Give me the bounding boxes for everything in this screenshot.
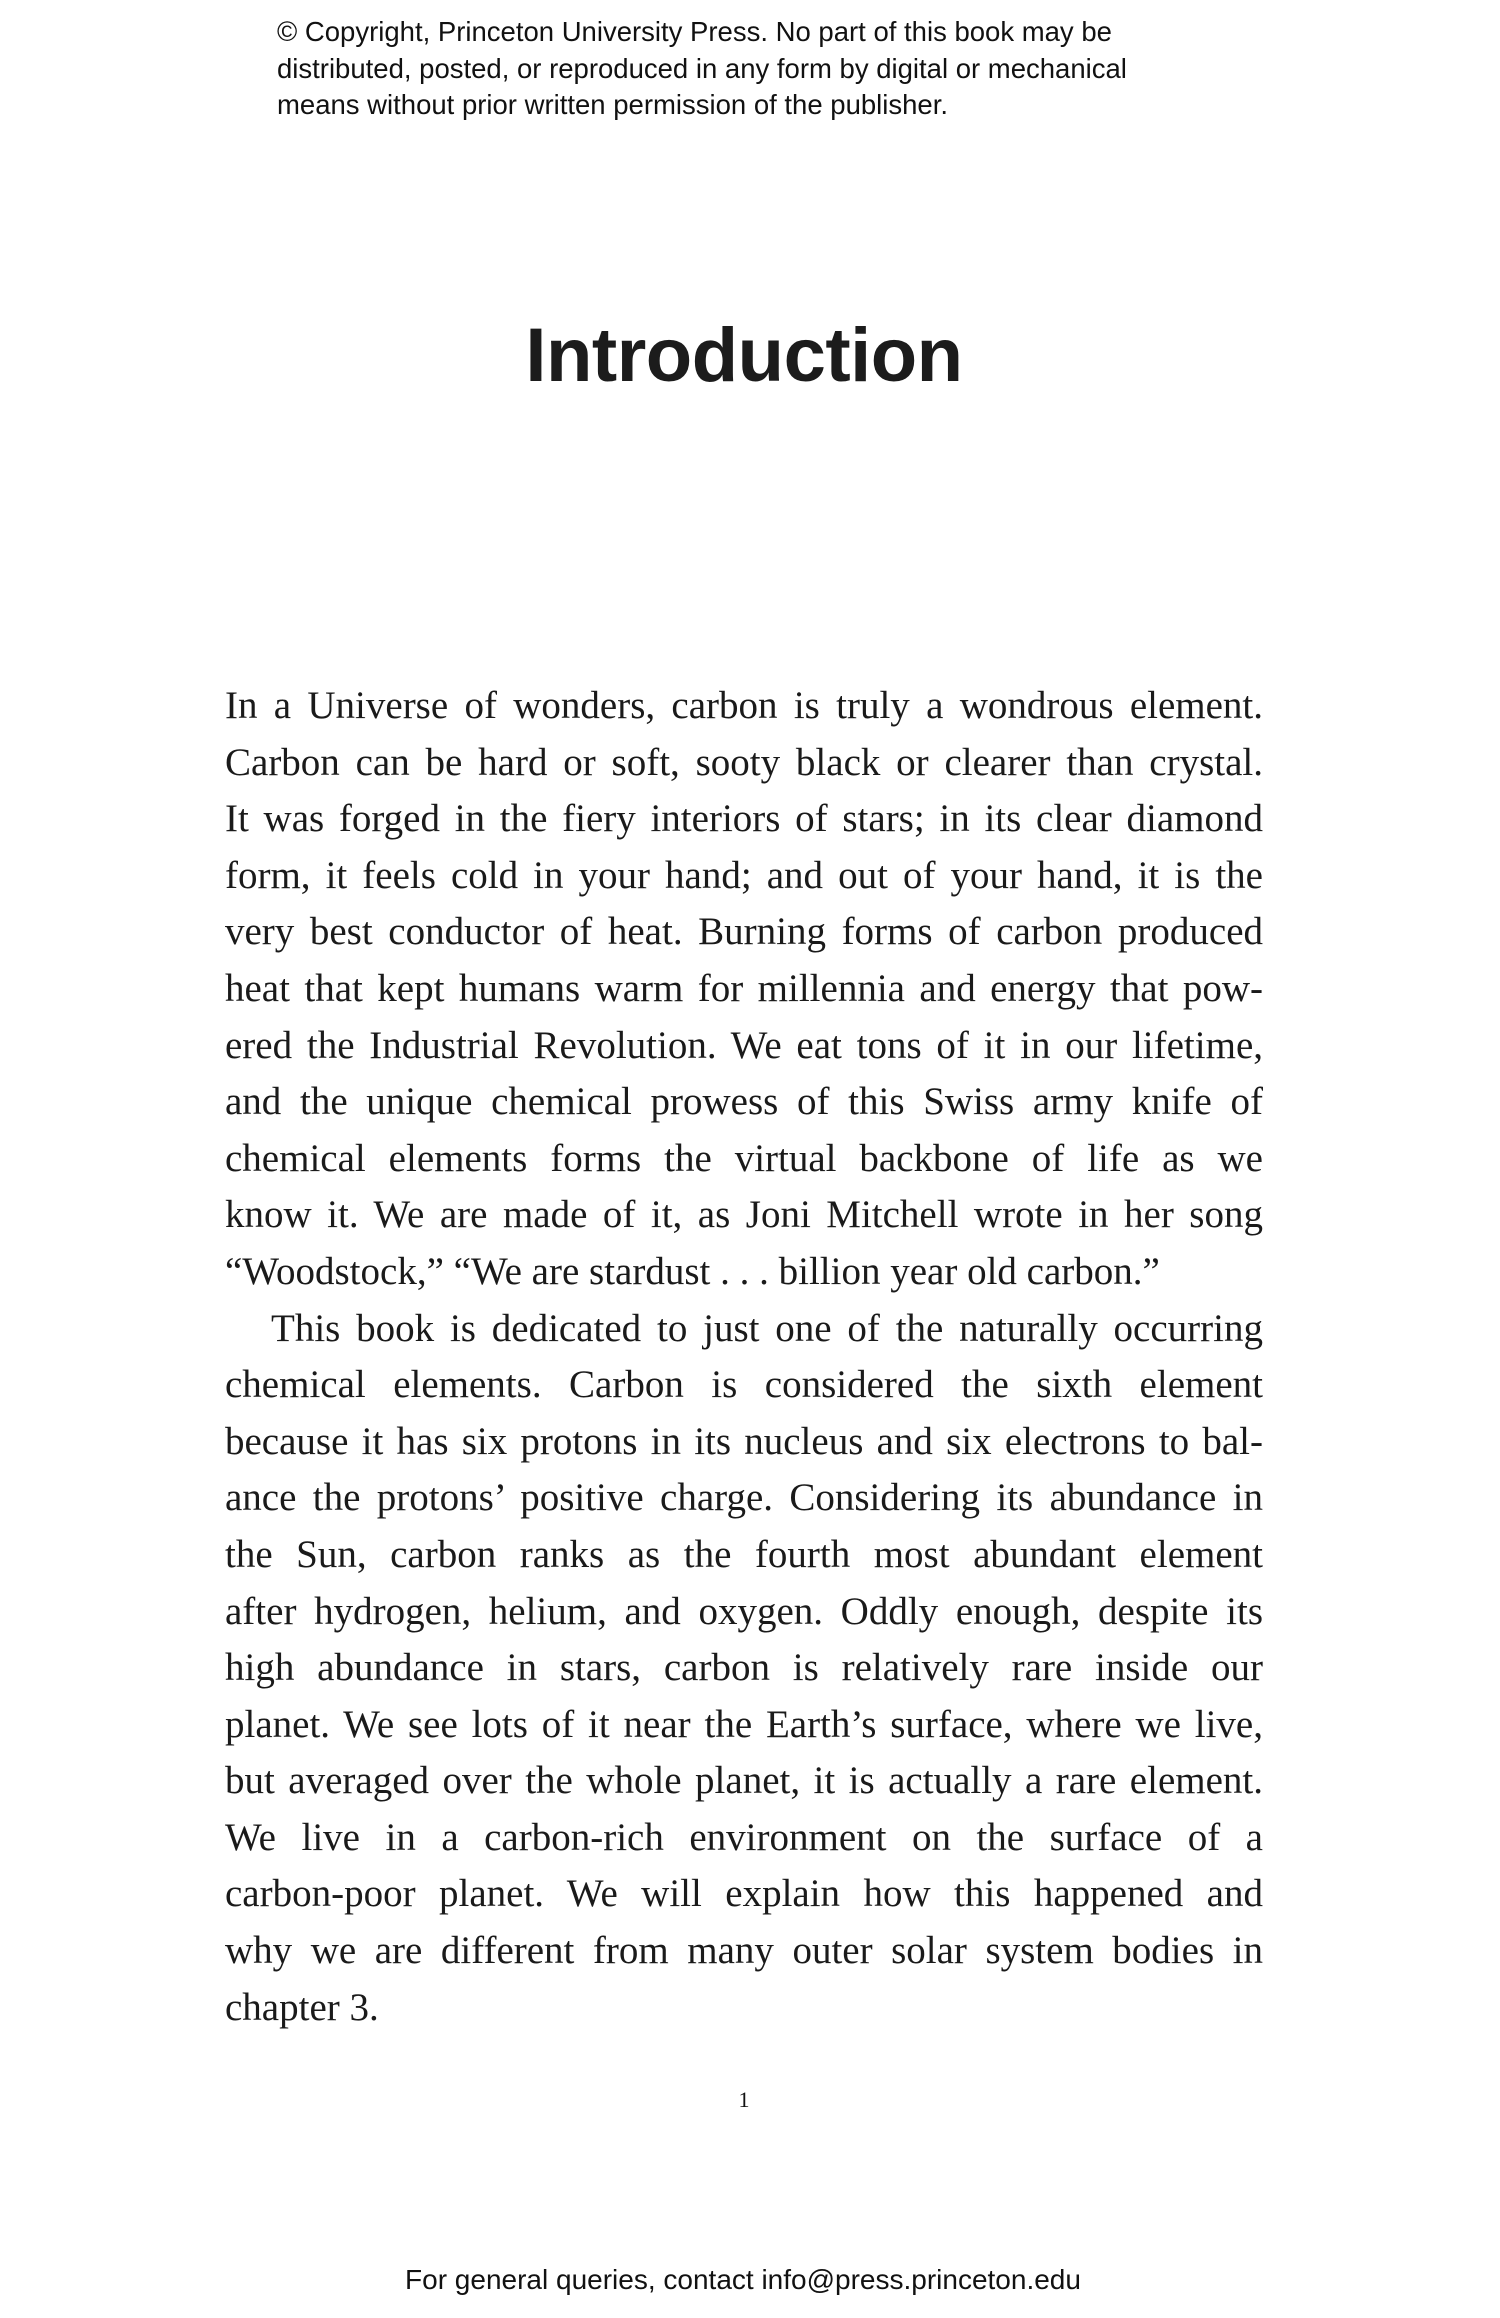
text-line: and the unique chemical prowess of this Swiss army knife of (225, 1080, 1263, 1124)
text-line: Carbon can be hard or soft, sooty black or clearer than crystal. (225, 740, 1263, 784)
text-line: This book is dedicated to just one of the naturally occurring (271, 1306, 1263, 1350)
text-line: ance the protons’ positive charge. Considering its abundance in (225, 1476, 1263, 1520)
footer-contact: For general queries, contact info@press.princeton.edu (405, 2264, 1081, 2295)
paragraph-2 (225, 1301, 1263, 2037)
text-line: ered the Industrial Revolution. We eat tons of it in our lifetime, (225, 1023, 1263, 1067)
text-line: because it has six protons in its nucleus and six electrons to bal- (225, 1419, 1263, 1463)
text-line: It was forged in the fiery interiors of stars; in its clear diamond (225, 797, 1263, 841)
text-line: carbon-poor planet. We will explain how this happened and (225, 1872, 1263, 1916)
text-line: high abundance in stars, carbon is relatively rare inside our (225, 1646, 1263, 1690)
text-line: heat that kept humans warm for millennia and energy that pow- (225, 966, 1263, 1010)
text-line: chemical elements. Carbon is considered the sixth element (225, 1363, 1263, 1407)
chapter-title: Introduction (525, 313, 963, 398)
copyright-notice (277, 14, 1237, 124)
page-number: 1 (738, 2087, 750, 2112)
body-text (225, 678, 1263, 2036)
copyright-line: © Copyright, Princeton University Press. No part of this book may be (277, 16, 1112, 47)
copyright-line: means without prior written permission of the publisher. (277, 89, 949, 120)
text-line: after hydrogen, helium, and oxygen. Oddly enough, despite its (225, 1589, 1263, 1633)
text-line: why we are different from many outer solar system bodies in (225, 1929, 1263, 1973)
text-line: In a Universe of wonders, carbon is truly a wondrous element. (225, 684, 1263, 727)
text-line: form, it feels cold in your hand; and out of your hand, it is the (225, 853, 1263, 897)
text-line: We live in a carbon-rich environment on the surface of a (225, 1815, 1263, 1859)
paragraph-1 (225, 678, 1263, 1301)
text-line: planet. We see lots of it near the Earth’s surface, where we live, (225, 1702, 1263, 1746)
text-line: the Sun, carbon ranks as the fourth most abundant element (225, 1532, 1263, 1576)
text-line: “Woodstock,” “We are stardust . . . billion year old carbon.” (225, 1249, 1160, 1293)
text-line: chemical elements forms the virtual backbone of life as we (225, 1136, 1263, 1180)
text-line: chapter 3. (225, 1985, 379, 2029)
text-line: very best conductor of heat. Burning forms of carbon produced (225, 910, 1263, 954)
text-line: but averaged over the whole planet, it is actually a rare element. (225, 1759, 1263, 1803)
copyright-line: distributed, posted, or reproduced in any form by digital or mechanical (277, 52, 1127, 84)
text-line: know it. We are made of it, as Joni Mitchell wrote in her song (225, 1193, 1263, 1237)
